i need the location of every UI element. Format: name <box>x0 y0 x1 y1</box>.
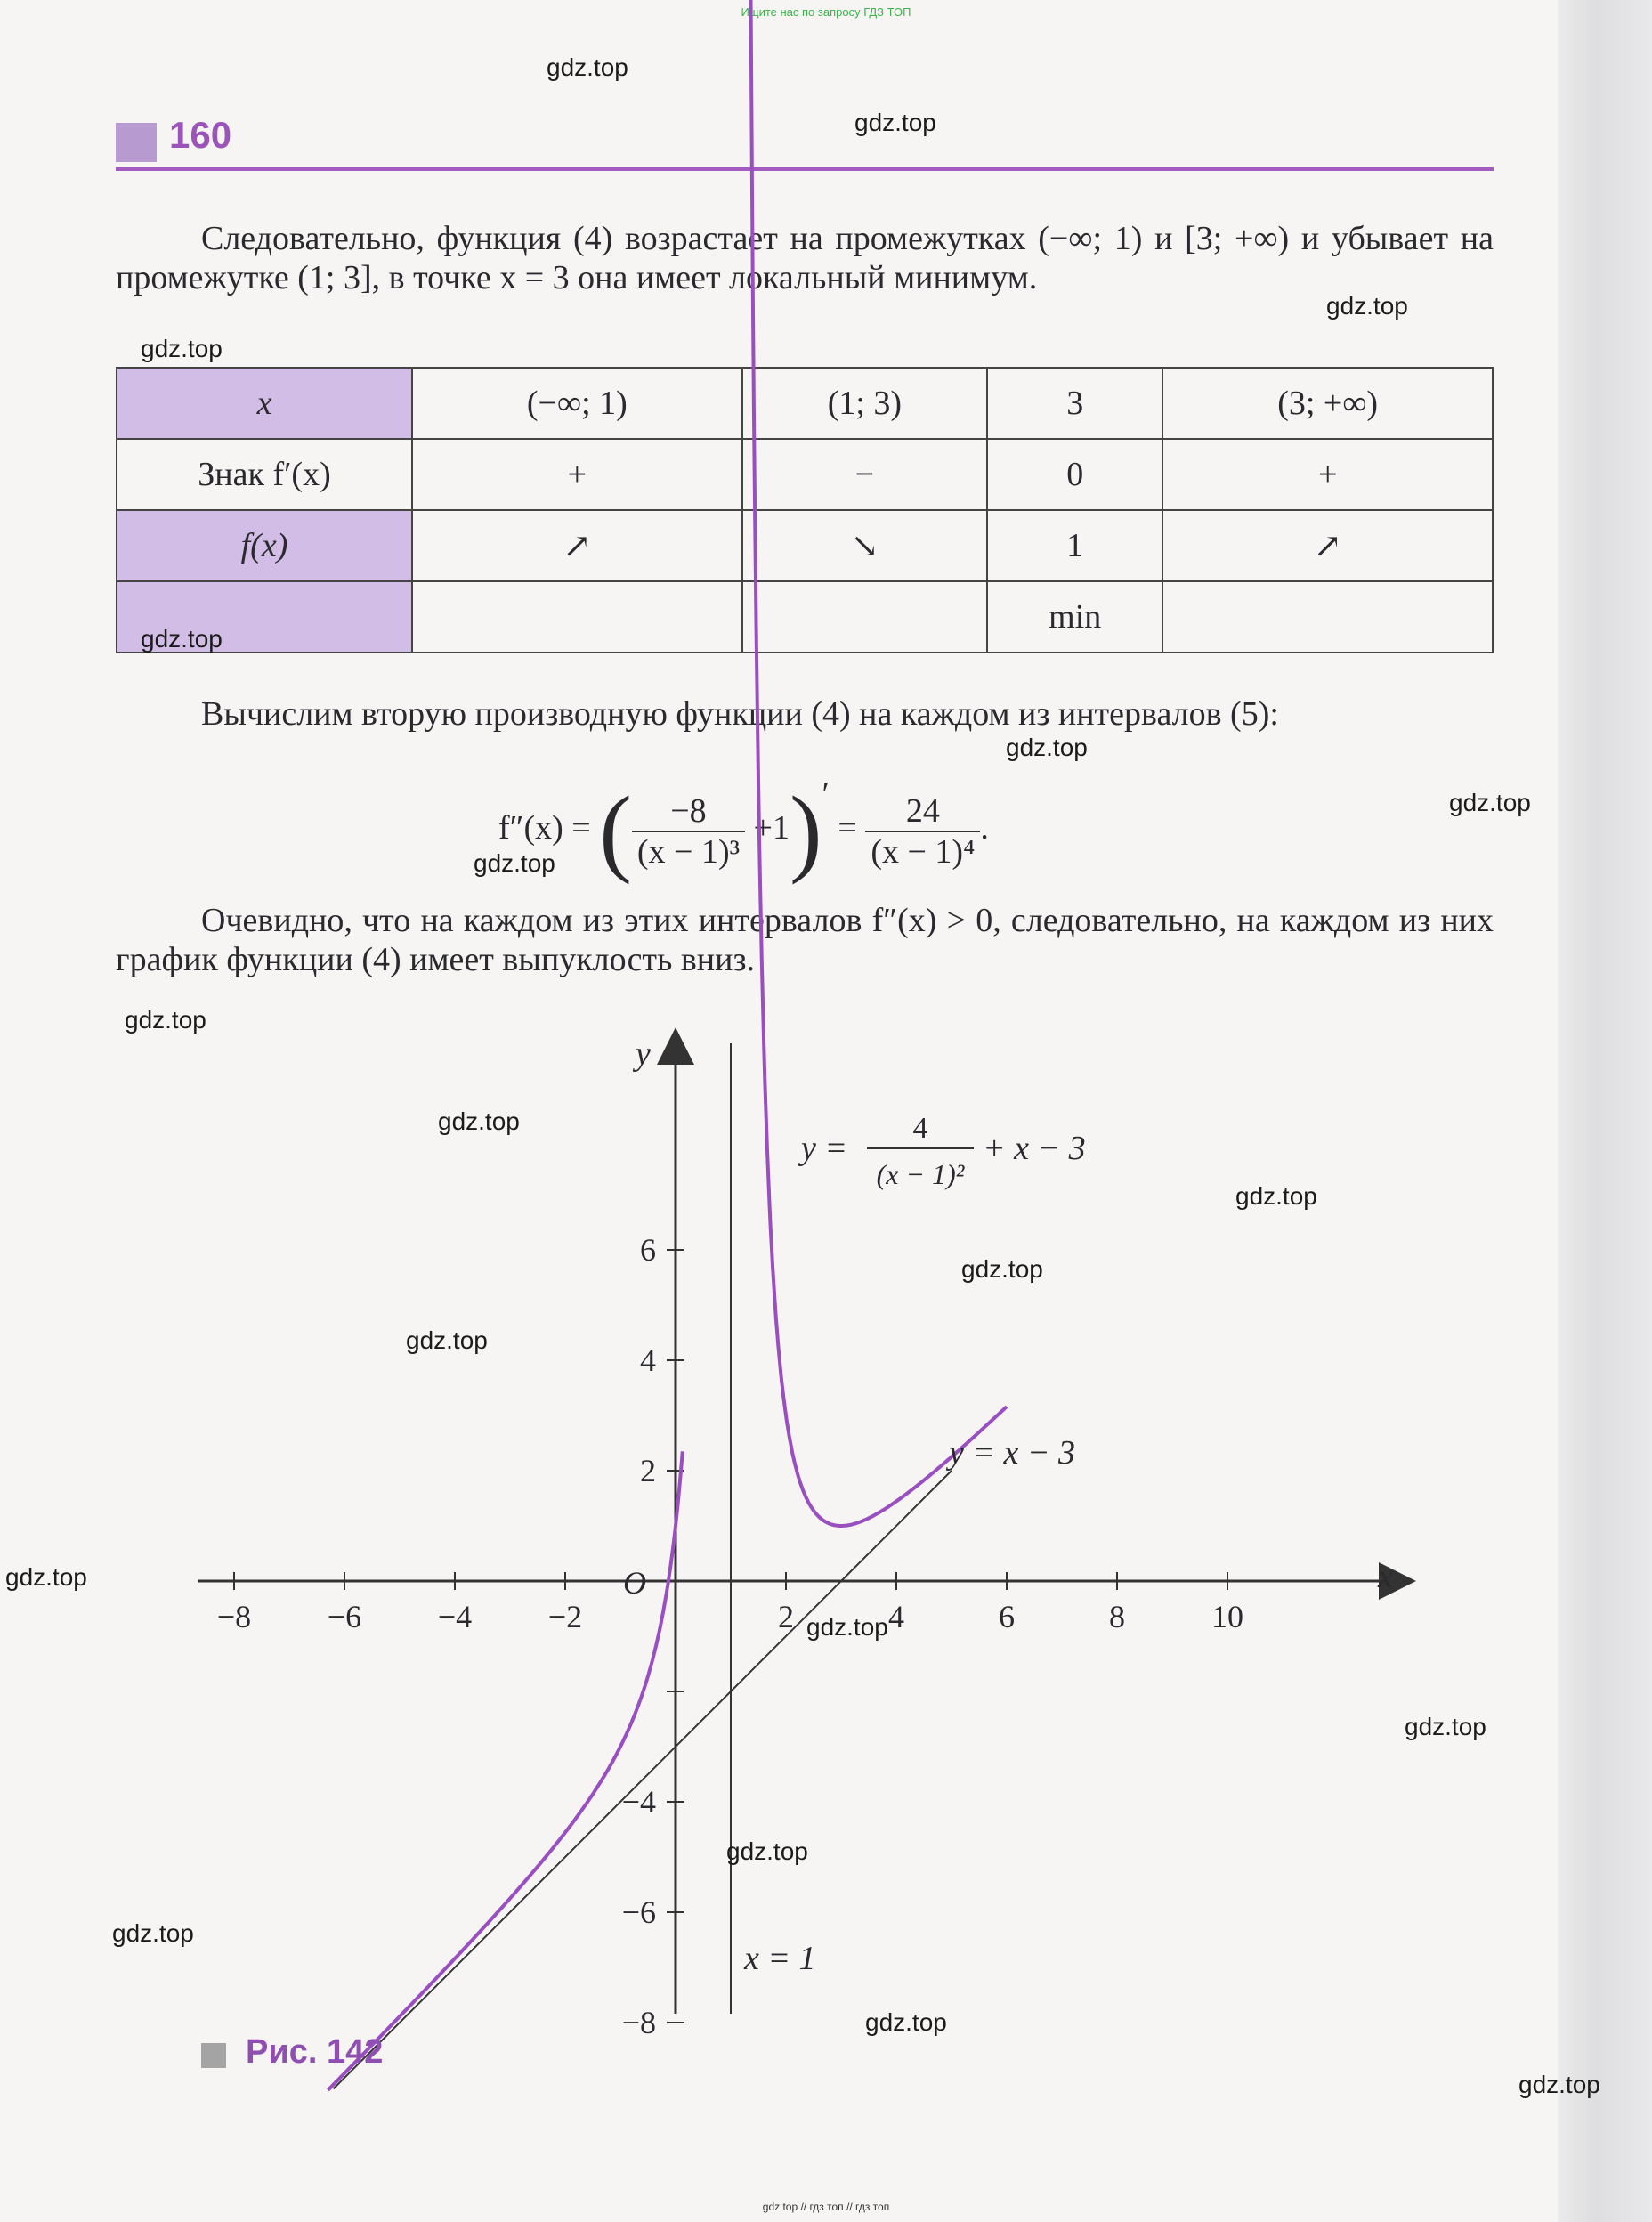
x-tick-label: −4 <box>437 1599 473 1634</box>
table-cell: 3 <box>987 368 1162 439</box>
figure-caption: Рис. 142 <box>246 2033 384 2071</box>
curve-label-lhs: y = <box>801 1130 848 1167</box>
table-cell: 1 <box>987 510 1162 581</box>
curve-label-numerator: 4 <box>912 1112 928 1145</box>
bottom-banner: gdz top // гдз топ // гдз топ <box>762 2201 890 2213</box>
table-cell: − <box>742 439 987 510</box>
x-tick-label: −6 <box>327 1599 362 1634</box>
table-cell: (1; 3) <box>742 368 987 439</box>
formula-equals: = <box>838 809 857 847</box>
formula-lhs: f″(x) = <box>498 809 591 847</box>
x-tick-label: 4 <box>888 1599 904 1634</box>
watermark-text: gdz.top <box>1518 2071 1600 2098</box>
watermark-text: gdz.top <box>1006 734 1088 761</box>
table-cell: (3; +∞) <box>1162 368 1493 439</box>
watermark-text: gdz.top <box>865 2008 947 2036</box>
formula-open-paren: ( <box>599 776 632 885</box>
row-head-derivative-sign: Знак f′(x) <box>117 439 412 510</box>
watermark-text: gdz.top <box>1449 789 1531 816</box>
formula-fraction-1: $\frac{-8}{\text{(x − 1)³}}$ <box>632 791 745 872</box>
y-tick-label: 6 <box>640 1232 656 1268</box>
formula-fraction-2: $\frac{24}{\text{(x − 1)⁴}}$ <box>865 791 980 872</box>
axes <box>198 1033 1411 2014</box>
watermark-text: gdz.top <box>806 1613 888 1641</box>
watermark-text: gdz.top <box>112 1919 194 1947</box>
watermark-text: gdz.top <box>726 1837 808 1865</box>
formula-dot: . <box>980 809 989 847</box>
x-tick-label: 10 <box>1211 1599 1243 1634</box>
y-tick-label: −4 <box>621 1784 656 1820</box>
watermark-text: gdz.top <box>406 1326 488 1354</box>
curve-label-denominator: (x − 1)² <box>876 1158 965 1190</box>
graph-lines <box>328 0 1007 2090</box>
paragraph-2: Вычислим вторую производную функции (4) на каждом из интервалов (5): <box>201 695 1279 733</box>
function-curve-left-branch <box>328 1451 682 2090</box>
row-head-x: x <box>117 368 412 439</box>
x-axis-label: x <box>1378 1558 1393 1595</box>
table-cell: ↗ <box>1162 510 1493 581</box>
x-tick-label: 8 <box>1109 1599 1125 1634</box>
origin-label: O <box>623 1565 646 1601</box>
x-tick-label: −8 <box>216 1599 252 1634</box>
table-cell: + <box>1162 439 1493 510</box>
table-cell: (−∞; 1) <box>412 368 742 439</box>
table-cell: ↗ <box>412 510 742 581</box>
table-cell: min <box>987 581 1162 653</box>
x-tick-label: 6 <box>999 1599 1015 1634</box>
table-cell: + <box>412 439 742 510</box>
watermark-text: gdz.top <box>125 1006 206 1034</box>
watermark-text: gdz.top <box>1326 292 1408 320</box>
formula-close-paren: ) <box>789 776 822 885</box>
table-cell: 0 <box>987 439 1162 510</box>
x-tick-label: −2 <box>547 1599 583 1634</box>
paragraph-3: Очевидно, что на каждом из этих интервалов f″(x) > 0, следовательно, на каждом из них график функции (4) имеет выпуклость вниз. <box>116 902 1494 978</box>
function-curve-right-branch <box>741 0 1007 1526</box>
watermark-text: gdz.top <box>141 625 223 653</box>
watermark-text: gdz.top <box>1405 1713 1486 1740</box>
watermark-text: gdz.top <box>961 1255 1043 1283</box>
page-number: 160 <box>169 114 232 156</box>
table-cell: ↘ <box>742 510 987 581</box>
oblique-asymptote-line <box>334 1471 952 2088</box>
watermark-text: gdz.top <box>854 109 936 136</box>
top-banner: Ищите нас по запросу ГДЗ ТОП <box>741 5 911 19</box>
y-tick-label: 4 <box>640 1342 656 1378</box>
watermark-text: gdz.top <box>474 849 555 877</box>
y-axis-label: y <box>636 1035 651 1073</box>
row-head-fx: f(x) <box>117 510 412 581</box>
y-tick-label: −8 <box>621 2005 656 2040</box>
y-tick-label: −6 <box>621 1894 656 1930</box>
x-tick-label: 2 <box>778 1599 794 1634</box>
formula-plus-one: +1 <box>753 809 790 847</box>
paragraph-1: Следовательно, функция (4) возрастает на промежутках (−∞; 1) и [3; +∞) и убывает на промежутке (1; 3], в точке x = 3 она имеет локальный минимум. <box>116 220 1494 296</box>
oblique-asymptote-label: y = x − 3 <box>949 1434 1076 1472</box>
graph-labels <box>217 1035 1393 2040</box>
watermark-text: gdz.top <box>547 53 628 81</box>
vertical-asymptote-label: x = 1 <box>744 1940 816 1977</box>
watermark-text: gdz.top <box>1235 1182 1317 1210</box>
y-tick-label: 2 <box>640 1453 656 1488</box>
curve-label-rhs: + x − 3 <box>983 1130 1086 1167</box>
figure-marker <box>201 2043 226 2068</box>
watermark-text: gdz.top <box>438 1107 520 1135</box>
watermark-text: gdz.top <box>141 335 223 362</box>
watermark-text: gdz.top <box>5 1563 87 1591</box>
formula-prime: ′ <box>822 775 830 813</box>
